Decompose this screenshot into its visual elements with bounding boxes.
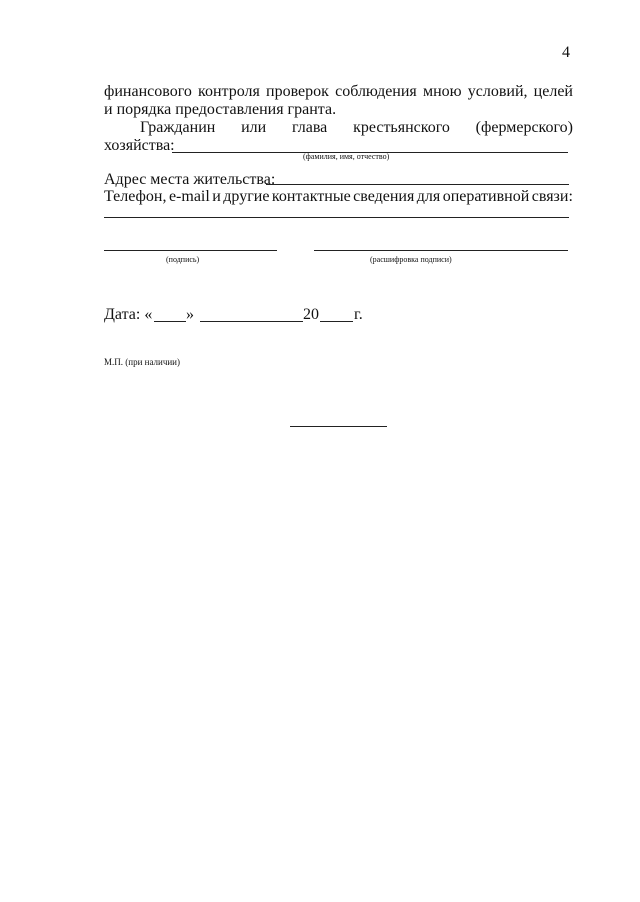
citizen-line-1 (140, 119, 573, 137)
date-day-field-line[interactable] (154, 321, 186, 322)
date-label: Дата: « (104, 306, 153, 323)
signature-decoding-field-line[interactable] (314, 250, 568, 251)
citizen-word: (фермерского) (475, 119, 573, 136)
contacts-word: другие (223, 188, 270, 205)
paragraph-word: контроля (198, 83, 260, 100)
fio-caption: (фамилия, имя, отчество) (303, 152, 390, 161)
contacts-word: Телефон, (104, 188, 167, 205)
paragraph-word: мною (422, 83, 462, 100)
signature-field-line[interactable] (104, 250, 277, 251)
contacts-word: e-mail (168, 188, 210, 205)
signature-caption: (подпись) (166, 255, 200, 264)
contacts-word: и (212, 188, 221, 205)
date-close-quote: » (186, 306, 194, 323)
contacts-field-line[interactable] (104, 217, 569, 218)
contacts-word: контактные (271, 188, 351, 205)
paragraph-word: проверок (266, 83, 329, 100)
citizen-word: или (241, 119, 267, 136)
paragraph-word: условий, (467, 83, 528, 100)
citizen-word: крестьянского (353, 119, 450, 136)
page-number: 4 (562, 44, 570, 61)
paragraph-word: соблюдения (335, 83, 417, 100)
date-year-suffix: г. (354, 306, 363, 323)
date-month-field-line[interactable] (200, 321, 303, 322)
stamp-label: М.П. (при наличии) (104, 357, 180, 367)
paragraph-line-2: и порядка предоставления гранта. (104, 101, 337, 118)
citizen-word: глава (292, 119, 328, 136)
contacts-word: для (416, 188, 441, 205)
address-label: Адрес места жительства: (104, 171, 276, 188)
paragraph-word: финансового (104, 83, 192, 100)
contacts-word: оперативной (442, 188, 530, 205)
contacts-word: связи: (531, 188, 573, 205)
citizen-word: Гражданин (140, 119, 216, 136)
date-year-field-line[interactable] (320, 321, 353, 322)
end-divider (290, 426, 387, 427)
signature-decoding-caption: (расшифровка подписи) (370, 255, 452, 264)
paragraph-word: целей (533, 83, 573, 100)
paragraph-line-1 (104, 83, 573, 101)
date-year-prefix: 20 (303, 306, 319, 323)
farm-label: хозяйства: (104, 137, 175, 154)
contacts-word: сведения (353, 188, 415, 205)
address-field-line[interactable] (266, 184, 569, 185)
contacts-line (104, 188, 573, 206)
